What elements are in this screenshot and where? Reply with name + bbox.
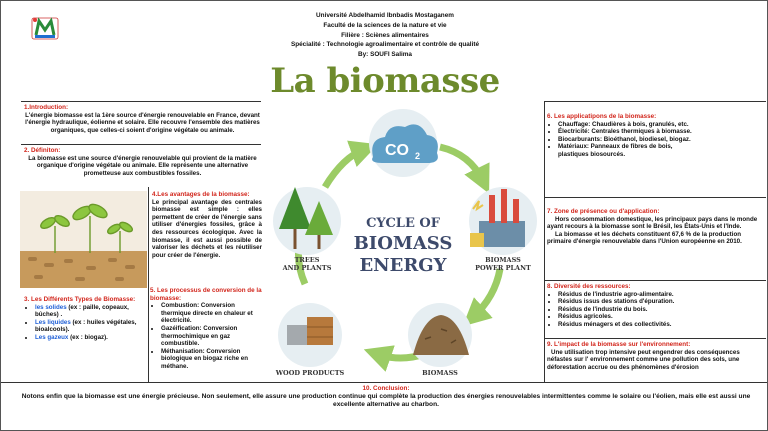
divider	[21, 144, 261, 145]
section-processes	[150, 287, 263, 381]
list-item: • Les gazeux (ex : biogaz).	[35, 334, 146, 342]
trees-label-line2: AND PLANTS	[282, 264, 332, 272]
list-item: • Électricité: Centrales thermiques à biomasse.	[558, 128, 697, 136]
divider	[21, 101, 261, 102]
specialite: Spécialité : Technologie agroalimentaire et contrôle de qualité	[290, 41, 480, 49]
plant-label-line2: POWER PLANT	[475, 264, 531, 272]
power-plant-icon	[469, 187, 537, 255]
section-text: Une utilisation trop intensive peut engendrer des conséquences néfastes sur l' environnement comme une pollution des sols, une déforestation accrue ou des phénomènes d'érosion	[547, 348, 740, 371]
co2-label: CO	[385, 142, 409, 159]
types-list	[24, 304, 146, 342]
section-heading: 2. Définiton:	[24, 147, 61, 154]
list-item: • Gazéification: Conversion thermochimique en gaz combustible.	[161, 325, 263, 348]
section-heading: 10. Conclusion:	[362, 385, 410, 392]
list-item: • Résidus de l'industrie du bois.	[558, 306, 763, 314]
section-conclusion	[21, 385, 751, 410]
section-introduction	[24, 104, 261, 144]
list-item: • Méthanisation: Conversion biologique en biogaz riche en méthane.	[161, 348, 263, 371]
processes-list	[150, 302, 263, 370]
list-item: • les solides (ex : paille, copeaux, bûches) .	[35, 304, 146, 319]
section-text: Notons enfin que la biomasse est une énergie précieuse. Non seulement, elle assure une production continue qui complète la production des énergies renouvelables intermittentes comme le solaire ou l'éolien, mais elle est aussi une excellente alternative au charbon.	[21, 393, 751, 409]
list-item: • Biocarburants: Bioéthanol, biodiesel, biogaz.	[558, 136, 697, 144]
divider	[544, 197, 766, 198]
divider	[544, 101, 545, 382]
filiere: Filière : Sciènes alimentaires	[341, 31, 429, 39]
section-heading: 1.Introduction:	[24, 104, 69, 111]
section-types	[24, 296, 146, 380]
list-item: • Résidus agricoles.	[558, 313, 763, 321]
section-advantages	[152, 191, 262, 283]
biomass-label: BIOMASS	[422, 369, 458, 377]
university-name: Université Abdelhamid Ibnbadis Mostaganem	[316, 12, 454, 19]
applications-list	[547, 121, 697, 159]
list-item: • Résidus de l'industrie agro-alimentaire.	[558, 291, 763, 299]
divider	[544, 338, 766, 339]
section-diversity	[547, 283, 763, 338]
divider	[544, 101, 766, 102]
section-heading: 5. Les processus de conversion de la biomasse:	[150, 287, 262, 302]
cycle-title-line2: BIOMASS	[353, 233, 453, 254]
wood-products-icon	[278, 303, 342, 367]
section-text: Hors consommation domestique, les principaux pays dans le monde ayant recours à la biomasse sont le Brésil, les États-Unis et l'Inde.	[547, 215, 758, 231]
section-heading: 7. Zone de présence ou d'application:	[547, 208, 660, 215]
list-item: • Chauffage: Chaudières à bois, granulés, etc.	[558, 121, 697, 129]
poster-title: La biomasse	[270, 61, 500, 101]
section-heading: 6. Les applicatipons de la biomasse:	[547, 113, 657, 120]
section-heading: 3. Les Différents Types de Biomasse:	[24, 296, 136, 303]
list-item: • Combustion: Conversion thermique directe en chaleur et électricité.	[161, 302, 263, 325]
section-text: La biomasse est une source d'énergie renouvelable qui provient de la matière organique d'origine végétale ou animale. Elle représente une alternative prometteuse aux combustibles fossiles.	[28, 154, 257, 177]
biomass-cycle-diagram	[265, 109, 541, 381]
plant-label: BIOMASS	[485, 256, 521, 264]
list-item: • Résidus issus des stations d'épuration.	[558, 298, 763, 306]
section-heading: 9. L'impact de la biomasse sur l'environnement:	[547, 341, 691, 348]
diversity-list	[547, 291, 763, 329]
section-impact	[547, 341, 763, 381]
cycle-title-line1: CYCLE OF	[366, 216, 440, 231]
divider	[1, 382, 767, 383]
section-text: Le principal avantage des centrales biomasse est simple : elles permettent de créer de l'énergie sans utiliser d'énergies fossiles, grâce à des ressources écologique. Avec la biomasse, il est aussi possible de valoriser les déchets et les réutiliser pour créer de l'énergie.	[152, 198, 262, 259]
list-item: • Résidus ménagers et des collectivités.	[558, 321, 763, 329]
biomass-pile-icon	[408, 303, 472, 367]
section-heading: 4.Les avantages de la biomasse:	[152, 191, 250, 198]
author: By: SOUFI Salima	[358, 51, 412, 59]
sprouts-in-pellets-image	[20, 191, 147, 288]
section-zone	[547, 208, 763, 280]
co2-subscript: 2	[415, 151, 421, 161]
divider	[544, 280, 766, 281]
trees-label: TREES	[294, 256, 320, 264]
university-logo-icon	[30, 15, 60, 41]
faculty-name: Faculté de la sciences de la nature et vie	[323, 21, 447, 29]
trees-icon	[273, 187, 341, 255]
list-item: • Les liquides (ex : huiles végétales, bioalcools).	[35, 319, 146, 334]
section-text-2: La biomasse et les déchets constituent 67,6 % de la production primaire d'énergie renouvelable dans l'Union européenne en 2010.	[547, 230, 742, 246]
section-definition	[24, 147, 261, 187]
list-item: • Matériaux: Panneaux de fibres de bois, plastiques biosourcés.	[558, 143, 697, 158]
section-applications	[547, 113, 697, 195]
wood-label: WOOD PRODUCTS	[275, 369, 345, 377]
cycle-title-line3: ENERGY	[359, 255, 447, 276]
section-text: L'énergie biomasse est la 1ère source d'énergie renouvelable en France, devant l'énergie hydraulique, éolienne et solaire. Elle recouvre l'ensemble des matières organiques, que celles-ci soient d'origine végétale ou animale.	[25, 111, 260, 134]
section-heading: 8. Diversité des ressources:	[547, 283, 631, 290]
divider	[148, 187, 149, 382]
poster-header	[201, 11, 569, 60]
